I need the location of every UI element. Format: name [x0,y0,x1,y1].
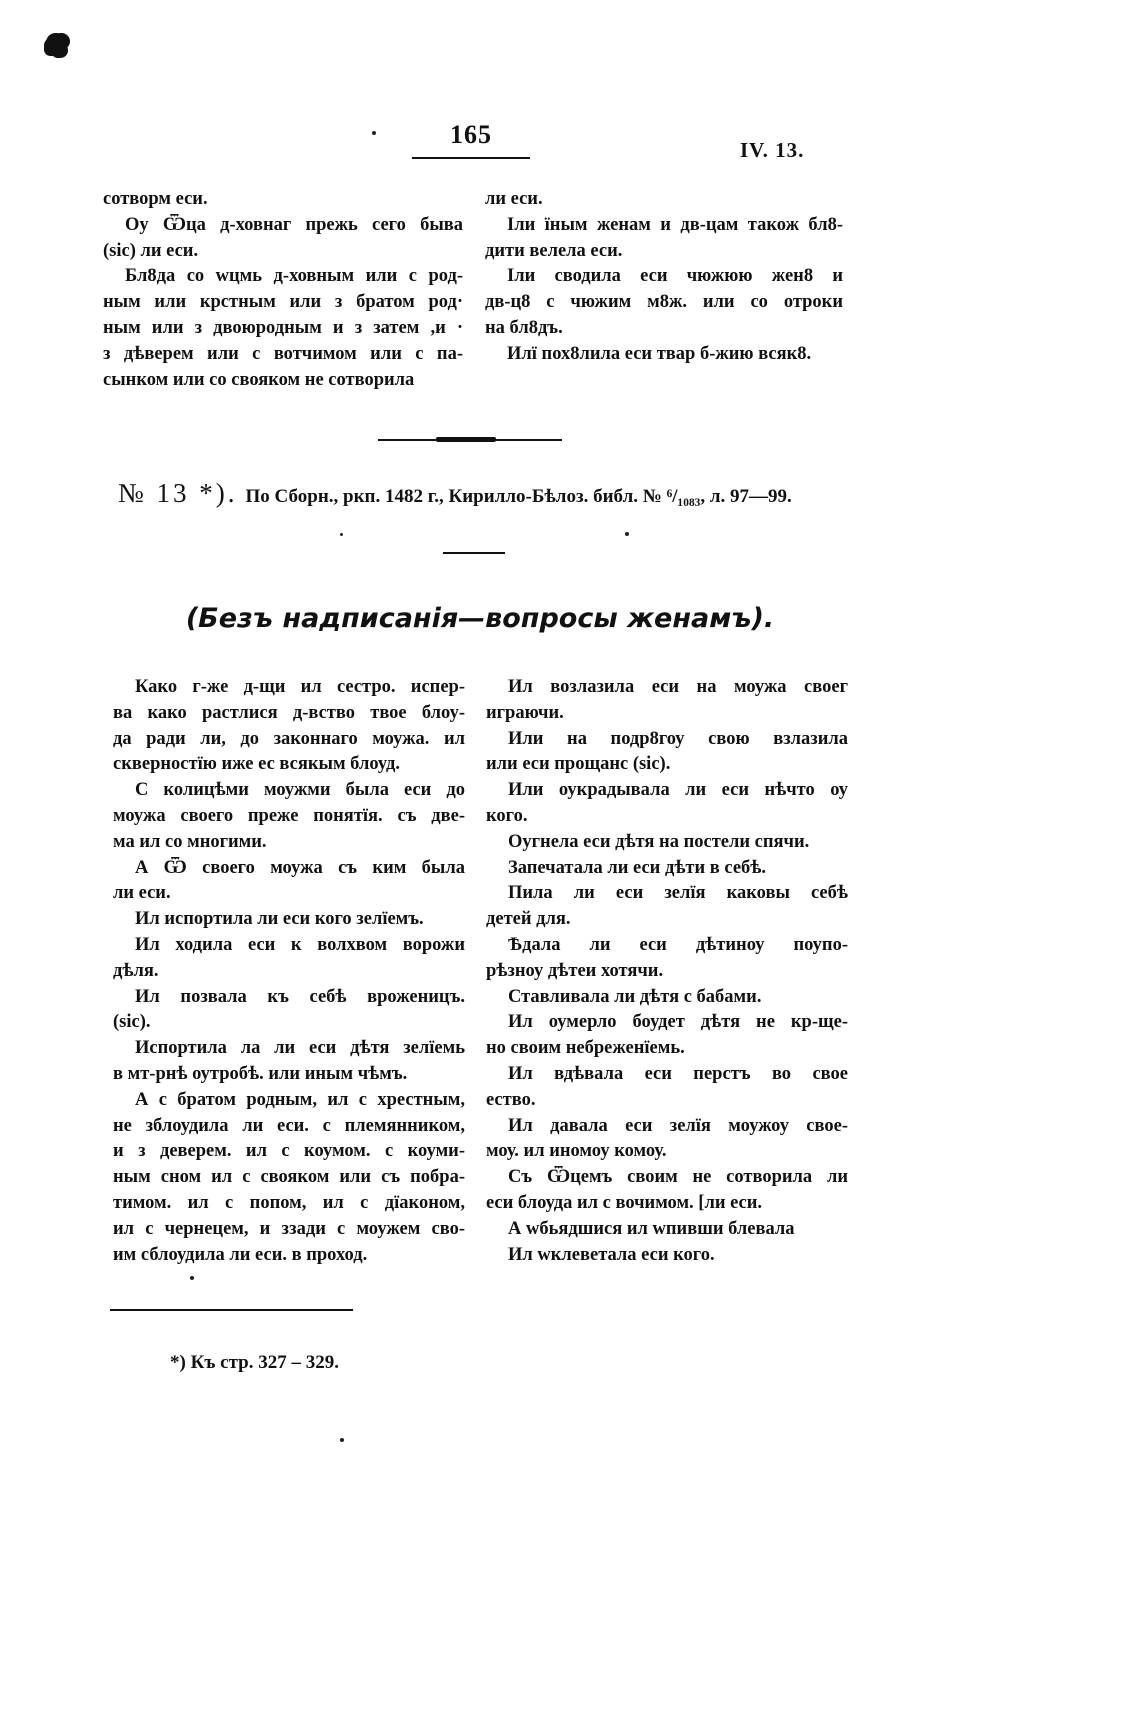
text-line: Ил ходила еси к волхвом ворожи [135,934,465,955]
text-line: Пила ли еси зелїя каковы себѣ [508,883,848,904]
text-line: им сблоудила ли еси. в проход. [113,1244,368,1265]
document-number: № 13 *). [118,478,238,508]
paragraph [486,778,848,830]
text-line: Или оукрадывала ли еси нѣчто оу [508,780,848,801]
text-line: скверностїю иже ес всякым блоуд. [113,754,400,775]
lower-left-column [113,675,465,1268]
ink-speck [190,1276,194,1280]
text-line: Ѣдала ли еси дѣтиноу поупо- [508,934,848,955]
text-line: ным сном ил с свояком или съ побра- [113,1167,465,1188]
text-line: сынком или со свояком не сотворила [103,369,415,390]
text-line: ма ил со многими. [113,831,267,852]
text-line: моужа своего преже понятїя. съ две- [113,805,465,826]
paragraph [113,985,465,1037]
text-line: Како г-же д-щи ил сестро. испер- [135,677,465,697]
text-line: Ил испортила ли еси кого зелїемъ. [135,909,424,930]
text-line: Оу Ѿца д-ховнаг прежь сего быва [125,214,463,235]
text-line: (sic) ли еси. [103,240,199,261]
ornament-rule-left [378,439,436,441]
text-line: Ил вдѣвала еси перстъ во свое [508,1063,848,1084]
text-line: Бл8да со wцмь д-ховным или с род- [125,266,463,287]
paragraph [486,1010,848,1062]
text-line: Ил позвала къ себѣ вроженицъ. [135,986,465,1007]
text-line: на бл8дъ. [485,317,563,338]
paragraph [485,187,843,213]
paragraph [486,1243,848,1269]
footnote: *) Къ стр. 327 – 329. [170,1352,339,1373]
text-line: детей для. [486,909,571,930]
paragraph [486,1062,848,1114]
paragraph [486,933,848,985]
text-line: дв-ц8 с чюжим м8ж. или со отроки [485,292,843,313]
text-line: дити велела еси. [485,240,623,261]
text-line: А wбьядшися ил wпивши блевала [508,1218,795,1239]
ink-speck [340,1438,344,1442]
text-line: А Ѿ своего моужа съ ким была [135,857,465,878]
text-line: Iли їным женам и дв-цам також бл8- [507,214,843,235]
text-line: Ил возлазила еси на моужа своег [508,677,848,697]
text-line: ва како растлися д-вство твое блоу- [113,702,465,723]
text-line: ным или з двоюродным и з затем ,и · [103,317,463,338]
ink-speck [372,131,376,135]
upper-left-column [103,187,463,393]
text-line: (sic). [113,1012,151,1033]
paragraph [486,1165,848,1217]
text-line: и з деверем. ил с коумом. с коуми- [113,1141,465,1162]
text-line: ным или крстным или з братом род· [103,292,463,313]
text-line: ество. [486,1089,536,1110]
text-line: Оугнела еси дѣтя на постели спячи. [508,831,810,852]
paragraph [113,907,465,933]
text-line: кого. [486,805,528,826]
text-line: да ради ли, до законнаго моужа. ил [113,728,465,749]
text-line: или еси прощанс (sic). [486,754,671,775]
upper-right-column [485,187,843,368]
paragraph [113,856,465,908]
paragraph [113,778,465,855]
paragraph [103,264,463,393]
paragraph [485,342,843,368]
paragraph [486,675,848,727]
paragraph [485,213,843,265]
text-line: рѣзноу дѣтеи хотячи. [486,960,664,981]
paragraph [486,727,848,779]
ink-speck [625,532,629,536]
text-line: играючи. [486,702,564,723]
text-line: Ил давала еси зелїя моужоу свое- [508,1115,848,1136]
text-line: Съ Ѿцемъ своим не сотворила ли [508,1167,848,1188]
text-line: моу. ил иномоу комоу. [486,1141,667,1162]
text-line: в мт-рнѣ оутробѣ. или иным чѣмъ. [113,1063,408,1084]
paragraph [113,675,465,778]
paragraph [113,933,465,985]
ink-blot [46,33,68,55]
paragraph [486,881,848,933]
text-line: еси блоуда ил с вочимом. [ли еси. [486,1192,763,1213]
text-line: Ил wклеветала еси кого. [508,1244,715,1265]
paragraph [103,187,463,213]
text-line: Ил оумерло боудет дѣтя не кр-ще- [508,1012,848,1033]
text-line: ли еси. [485,189,543,209]
text-line: тимом. ил с попом, ил с дїаконом, [113,1192,465,1213]
text-line: но своим небреженїемь. [486,1038,685,1059]
ornament-rule-right [496,439,562,441]
text-line: Запечатала ли еси дѣти в себѣ. [508,857,767,878]
text-line: не зблоудила ли еси. с племянником, [113,1115,465,1136]
text-line: А с братом родным, ил с хрестным, [135,1089,465,1110]
text-line: ли еси. [113,883,171,904]
text-line: С колицѣми моужми была еси до [135,780,465,801]
source-heading [118,478,844,509]
paragraph [103,213,463,265]
paragraph [486,985,848,1011]
page-number: 165 [450,120,492,149]
text-line: Ставливала ли дѣтя с бабами. [508,986,762,1007]
text-line: Или на подр8гоу свою взлазила [508,728,848,749]
text-line: Iли сводила еси чюжюю жен8 и [507,266,843,287]
paragraph [113,1036,465,1088]
text-line: сотворм еси. [103,189,208,209]
text-line: дѣля. [113,960,159,981]
paragraph [486,830,848,856]
ornament-rule-center [436,437,496,442]
section-rule [443,552,505,554]
paragraph [486,856,848,882]
section-title: (Безъ надписанія—вопросы женамъ). [185,603,775,634]
section-number: IV. 13. [740,138,805,162]
footnote-rule [110,1309,353,1311]
lower-right-column [486,675,848,1268]
source-citation: По Сборн., ркп. 1482 г., Кирилло-Бѣлоз. библ. № ⁶/₁₀₈₃, л. 97—99. [245,486,792,507]
paragraph [113,1088,465,1269]
paragraph [486,1217,848,1243]
paragraph [486,1114,848,1166]
paragraph [485,264,843,341]
page-number-rule [412,157,530,159]
text-line: Илї пох8лила еси твар б-жию всяк8. [507,343,812,364]
text-line: Испортила ла ли еси дѣтя зелїемь [135,1038,465,1059]
text-line: ил с чернецем, и ззади с моужем сво- [113,1218,465,1239]
text-line: з дѣверем или с вотчимом или с па- [103,343,463,364]
ink-speck [340,533,343,536]
